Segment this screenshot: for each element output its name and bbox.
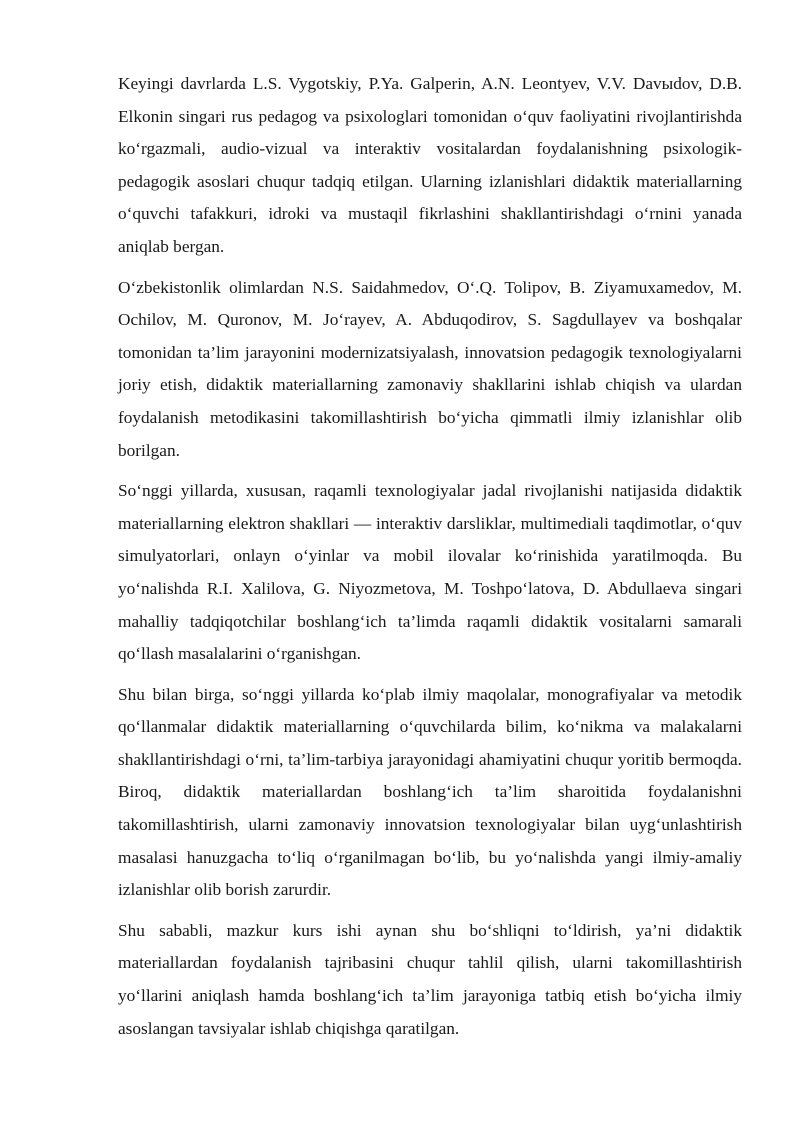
document-page — [118, 68, 742, 1053]
paragraph-2: O‘zbekistonlik olimlardan N.S. Saidahmedov, O‘.Q. Tolipov, B. Ziyamuxamedov, M. Ochilov, M. Quronov, M. Jo‘rayev, A. Abduqodirov, S. Sagdullayev va boshqalar tomonidan ta’lim jarayonini modernizatsiyalash, innovatsion pedagogik texnologiyalarni joriy etish, didaktik materiallarning zamonaviy shakllarini ishlab chiqish va ulardan foydalanish metodikasini takomillashtirish bo‘yicha qimmatli ilmiy izlanishlar olib borilgan. — [118, 277, 742, 460]
paragraph-3: So‘nggi yillarda, xususan, raqamli texnologiyalar jadal rivojlanishi natijasida didaktik materiallarning elektron shakllari — interaktiv darsliklar, multimediali taqdimotlar, o‘quv simulyatorlari, onlayn o‘yinlar va mobil ilovalar ko‘rinishida yaratilmoqda. Bu yo‘nalishda R.I. Xalilova, G. Niyozmetova, M. Toshpo‘latova, D. Abdullaeva singari mahalliy tadqiqotchilar boshlang‘ich ta’limda raqamli didaktik vositalarni samarali qo‘llash masalalarini o‘rganishgan. — [118, 481, 742, 664]
paragraph-1: Keyingi davrlarda L.S. Vygotskiy, P.Ya. Galperin, A.N. Leontyev, V.V. Davыdov, D.B. Elkonin singari rus pedagog va psixologlari tomonidan o‘quv faoliyatini rivojlantirishda ko‘rgazmali, audio-vizual va interaktiv vositalardan foydalanishning psixologik-pedagogik asoslari chuqur tadqiq etilgan. Ularning izlanishlari didaktik materiallarning o‘quvchi tafakkuri, idroki va mustaqil fikrlashini shakllantirishdagi o‘rnini yanada aniqlab bergan. — [118, 74, 742, 256]
paragraph-5: Shu sababli, mazkur kurs ishi aynan shu bo‘shliqni to‘ldirish, ya’ni didaktik materiallardan foydalanish tajribasini chuqur tahlil qilish, ularni takomillashtirish yo‘llarini aniqlash hamda boshlang‘ich ta’lim jarayoniga tatbiq etish bo‘yicha ilmiy asoslangan tavsiyalar ishlab chiqishga qaratilgan. — [118, 920, 742, 1038]
paragraph-4: Shu bilan birga, so‘nggi yillarda ko‘plab ilmiy maqolalar, monografiyalar va metodik qo‘llanmalar didaktik materiallarning o‘quvchilarda bilim, ko‘nikma va malakalarni shakllantirishdagi o‘rni, ta’lim-tarbiya jarayonidagi ahamiyatini chuqur yoritib bermoqda. Biroq, didaktik materiallardan boshlang‘ich ta’lim sharoitida foydalanishni takomillashtirish, ularni zamonaviy innovatsion texnologiyalar bilan uyg‘unlashtirish masalasi hanuzgacha to‘liq o‘rganilmagan bo‘lib, bu yo‘nalishda yangi ilmiy-amaliy izlanishlar olib borish zarurdir. — [118, 684, 742, 900]
